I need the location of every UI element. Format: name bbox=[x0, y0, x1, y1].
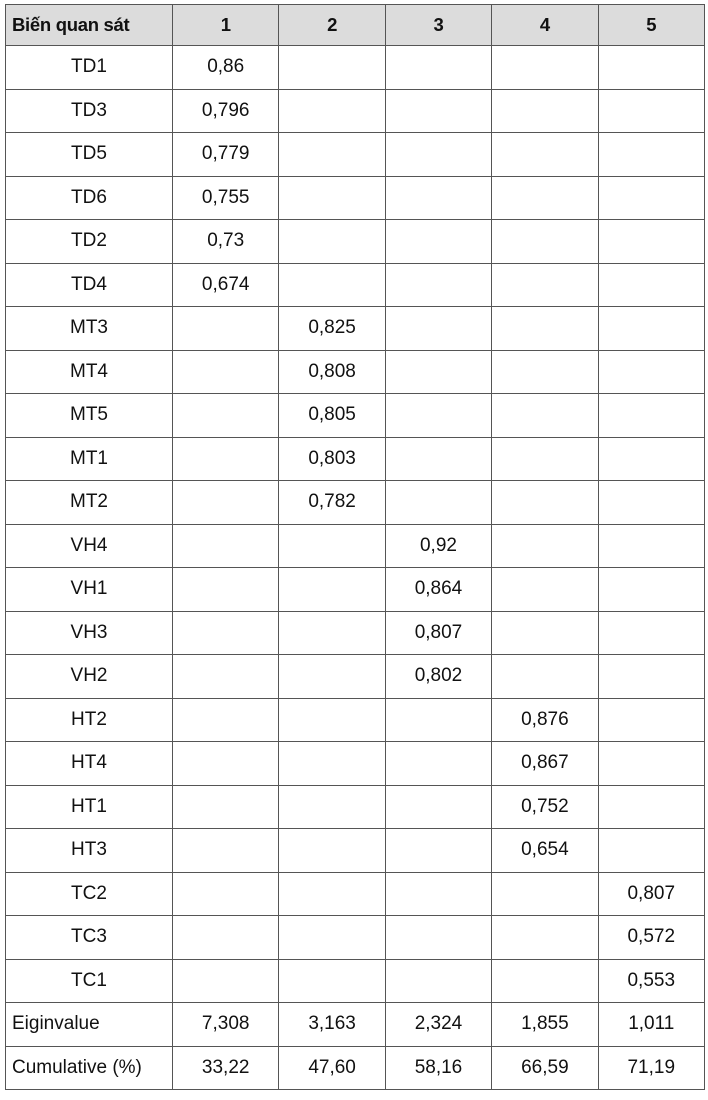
loading-factor-4 bbox=[492, 481, 598, 525]
loading-factor-4 bbox=[492, 655, 598, 699]
loading-factor-1 bbox=[173, 742, 279, 786]
cumulative-row bbox=[6, 1046, 705, 1090]
row-variable: TC2 bbox=[6, 872, 173, 916]
table-row bbox=[6, 829, 705, 873]
table-body bbox=[6, 46, 705, 1090]
loading-factor-4 bbox=[492, 220, 598, 264]
loading-factor-1 bbox=[173, 829, 279, 873]
summary-factor-4: 66,59 bbox=[492, 1046, 598, 1090]
loading-factor-3 bbox=[385, 785, 491, 829]
loading-factor-2 bbox=[279, 959, 385, 1003]
row-variable: HT3 bbox=[6, 829, 173, 873]
row-variable: TD3 bbox=[6, 89, 173, 133]
loading-factor-3 bbox=[385, 959, 491, 1003]
loading-factor-2 bbox=[279, 568, 385, 612]
factor-loading-table bbox=[5, 4, 705, 1090]
loading-factor-3 bbox=[385, 350, 491, 394]
table-header bbox=[6, 5, 705, 46]
table-row bbox=[6, 785, 705, 829]
summary-label: Eiginvalue bbox=[6, 1003, 173, 1047]
table-row bbox=[6, 698, 705, 742]
loading-factor-4 bbox=[492, 437, 598, 481]
loading-factor-5 bbox=[598, 611, 704, 655]
loading-factor-5 bbox=[598, 655, 704, 699]
loading-factor-2 bbox=[279, 872, 385, 916]
header-factor-3: 3 bbox=[385, 5, 491, 46]
header-factor-5: 5 bbox=[598, 5, 704, 46]
loading-factor-2: 0,803 bbox=[279, 437, 385, 481]
loading-factor-2: 0,805 bbox=[279, 394, 385, 438]
loading-factor-4: 0,654 bbox=[492, 829, 598, 873]
row-variable: MT2 bbox=[6, 481, 173, 525]
row-variable: TC1 bbox=[6, 959, 173, 1003]
loading-factor-1: 0,796 bbox=[173, 89, 279, 133]
loading-factor-3 bbox=[385, 872, 491, 916]
row-variable: TD2 bbox=[6, 220, 173, 264]
row-variable: VH1 bbox=[6, 568, 173, 612]
summary-factor-1: 7,308 bbox=[173, 1003, 279, 1047]
table-row bbox=[6, 568, 705, 612]
table-row bbox=[6, 742, 705, 786]
loading-factor-1 bbox=[173, 698, 279, 742]
table-row bbox=[6, 133, 705, 177]
header-factor-2: 2 bbox=[279, 5, 385, 46]
loading-factor-1 bbox=[173, 959, 279, 1003]
loading-factor-1 bbox=[173, 611, 279, 655]
loading-factor-4 bbox=[492, 307, 598, 351]
summary-factor-3: 58,16 bbox=[385, 1046, 491, 1090]
loading-factor-3 bbox=[385, 916, 491, 960]
table-row bbox=[6, 176, 705, 220]
loading-factor-2 bbox=[279, 785, 385, 829]
loading-factor-4 bbox=[492, 959, 598, 1003]
loading-factor-4: 0,876 bbox=[492, 698, 598, 742]
summary-factor-4: 1,855 bbox=[492, 1003, 598, 1047]
table-row bbox=[6, 872, 705, 916]
loading-factor-3 bbox=[385, 394, 491, 438]
loading-factor-2 bbox=[279, 524, 385, 568]
loading-factor-2: 0,782 bbox=[279, 481, 385, 525]
row-variable: TD5 bbox=[6, 133, 173, 177]
loading-factor-5 bbox=[598, 89, 704, 133]
loading-factor-3: 0,864 bbox=[385, 568, 491, 612]
table-row bbox=[6, 655, 705, 699]
loading-factor-1: 0,73 bbox=[173, 220, 279, 264]
loading-factor-5: 0,572 bbox=[598, 916, 704, 960]
loading-factor-4 bbox=[492, 394, 598, 438]
loading-factor-5: 0,553 bbox=[598, 959, 704, 1003]
loading-factor-1: 0,755 bbox=[173, 176, 279, 220]
loading-factor-5: 0,807 bbox=[598, 872, 704, 916]
loading-factor-4 bbox=[492, 611, 598, 655]
loading-factor-5 bbox=[598, 263, 704, 307]
loading-factor-4: 0,752 bbox=[492, 785, 598, 829]
header-variable: Biến quan sát bbox=[6, 5, 173, 46]
row-variable: TD6 bbox=[6, 176, 173, 220]
row-variable: HT4 bbox=[6, 742, 173, 786]
loading-factor-1: 0,779 bbox=[173, 133, 279, 177]
loading-factor-2 bbox=[279, 89, 385, 133]
row-variable: VH4 bbox=[6, 524, 173, 568]
row-variable: TD4 bbox=[6, 263, 173, 307]
loading-factor-5 bbox=[598, 698, 704, 742]
table-row bbox=[6, 916, 705, 960]
loading-factor-5 bbox=[598, 568, 704, 612]
table-row bbox=[6, 263, 705, 307]
table-row bbox=[6, 611, 705, 655]
row-variable: TD1 bbox=[6, 46, 173, 90]
loading-factor-5 bbox=[598, 46, 704, 90]
loading-factor-2 bbox=[279, 263, 385, 307]
row-variable: TC3 bbox=[6, 916, 173, 960]
loading-factor-5 bbox=[598, 742, 704, 786]
loading-factor-3 bbox=[385, 698, 491, 742]
table-row bbox=[6, 524, 705, 568]
loading-factor-4 bbox=[492, 568, 598, 612]
loading-factor-1 bbox=[173, 916, 279, 960]
summary-factor-3: 2,324 bbox=[385, 1003, 491, 1047]
summary-factor-1: 33,22 bbox=[173, 1046, 279, 1090]
loading-factor-4 bbox=[492, 176, 598, 220]
loading-factor-3 bbox=[385, 481, 491, 525]
loading-factor-1 bbox=[173, 437, 279, 481]
header-factor-1: 1 bbox=[173, 5, 279, 46]
row-variable: HT1 bbox=[6, 785, 173, 829]
loading-factor-4 bbox=[492, 872, 598, 916]
loading-factor-2 bbox=[279, 611, 385, 655]
table-row bbox=[6, 437, 705, 481]
loading-factor-3: 0,92 bbox=[385, 524, 491, 568]
loading-factor-5 bbox=[598, 829, 704, 873]
row-variable: MT5 bbox=[6, 394, 173, 438]
loading-factor-5 bbox=[598, 307, 704, 351]
loading-factor-1 bbox=[173, 524, 279, 568]
loading-factor-5 bbox=[598, 133, 704, 177]
loading-factor-2 bbox=[279, 176, 385, 220]
row-variable: MT4 bbox=[6, 350, 173, 394]
loading-factor-5 bbox=[598, 785, 704, 829]
loading-factor-5 bbox=[598, 220, 704, 264]
summary-factor-5: 1,011 bbox=[598, 1003, 704, 1047]
loading-factor-5 bbox=[598, 481, 704, 525]
loading-factor-3 bbox=[385, 829, 491, 873]
loading-factor-2 bbox=[279, 133, 385, 177]
summary-factor-2: 47,60 bbox=[279, 1046, 385, 1090]
row-variable: HT2 bbox=[6, 698, 173, 742]
loading-factor-3 bbox=[385, 176, 491, 220]
loading-factor-3: 0,807 bbox=[385, 611, 491, 655]
loading-factor-1 bbox=[173, 350, 279, 394]
loading-factor-2 bbox=[279, 829, 385, 873]
loading-factor-1 bbox=[173, 394, 279, 438]
loading-factor-2 bbox=[279, 742, 385, 786]
loading-factor-5 bbox=[598, 524, 704, 568]
loading-factor-1 bbox=[173, 655, 279, 699]
loading-factor-1: 0,86 bbox=[173, 46, 279, 90]
loading-factor-4 bbox=[492, 263, 598, 307]
loading-factor-5 bbox=[598, 437, 704, 481]
loading-factor-4: 0,867 bbox=[492, 742, 598, 786]
loading-factor-1: 0,674 bbox=[173, 263, 279, 307]
loading-factor-3: 0,802 bbox=[385, 655, 491, 699]
table-row bbox=[6, 307, 705, 351]
loading-factor-3 bbox=[385, 263, 491, 307]
table-row bbox=[6, 89, 705, 133]
loading-factor-2 bbox=[279, 46, 385, 90]
loading-factor-1 bbox=[173, 481, 279, 525]
table-row bbox=[6, 220, 705, 264]
loading-factor-2 bbox=[279, 916, 385, 960]
header-factor-4: 4 bbox=[492, 5, 598, 46]
loading-factor-5 bbox=[598, 350, 704, 394]
loading-factor-4 bbox=[492, 133, 598, 177]
summary-factor-2: 3,163 bbox=[279, 1003, 385, 1047]
loading-factor-3 bbox=[385, 89, 491, 133]
loading-factor-4 bbox=[492, 916, 598, 960]
loading-factor-3 bbox=[385, 742, 491, 786]
row-variable: MT3 bbox=[6, 307, 173, 351]
loading-factor-4 bbox=[492, 46, 598, 90]
summary-factor-5: 71,19 bbox=[598, 1046, 704, 1090]
loading-factor-3 bbox=[385, 307, 491, 351]
eigenvalue-row bbox=[6, 1003, 705, 1047]
loading-factor-2: 0,808 bbox=[279, 350, 385, 394]
loading-factor-1 bbox=[173, 307, 279, 351]
loading-factor-3 bbox=[385, 46, 491, 90]
loading-factor-4 bbox=[492, 350, 598, 394]
loading-factor-4 bbox=[492, 524, 598, 568]
loading-factor-1 bbox=[173, 872, 279, 916]
loading-factor-5 bbox=[598, 176, 704, 220]
row-variable: MT1 bbox=[6, 437, 173, 481]
loading-factor-3 bbox=[385, 133, 491, 177]
summary-label: Cumulative (%) bbox=[6, 1046, 173, 1090]
loading-factor-1 bbox=[173, 785, 279, 829]
loading-factor-2 bbox=[279, 655, 385, 699]
loading-factor-2 bbox=[279, 220, 385, 264]
table-row bbox=[6, 959, 705, 1003]
loading-factor-3 bbox=[385, 437, 491, 481]
loading-factor-1 bbox=[173, 568, 279, 612]
header-row bbox=[6, 5, 705, 46]
loading-factor-5 bbox=[598, 394, 704, 438]
table-row bbox=[6, 350, 705, 394]
row-variable: VH2 bbox=[6, 655, 173, 699]
loading-factor-2: 0,825 bbox=[279, 307, 385, 351]
loading-factor-2 bbox=[279, 698, 385, 742]
table-row bbox=[6, 481, 705, 525]
loading-factor-4 bbox=[492, 89, 598, 133]
row-variable: VH3 bbox=[6, 611, 173, 655]
loading-factor-3 bbox=[385, 220, 491, 264]
table-row bbox=[6, 394, 705, 438]
table-row bbox=[6, 46, 705, 90]
